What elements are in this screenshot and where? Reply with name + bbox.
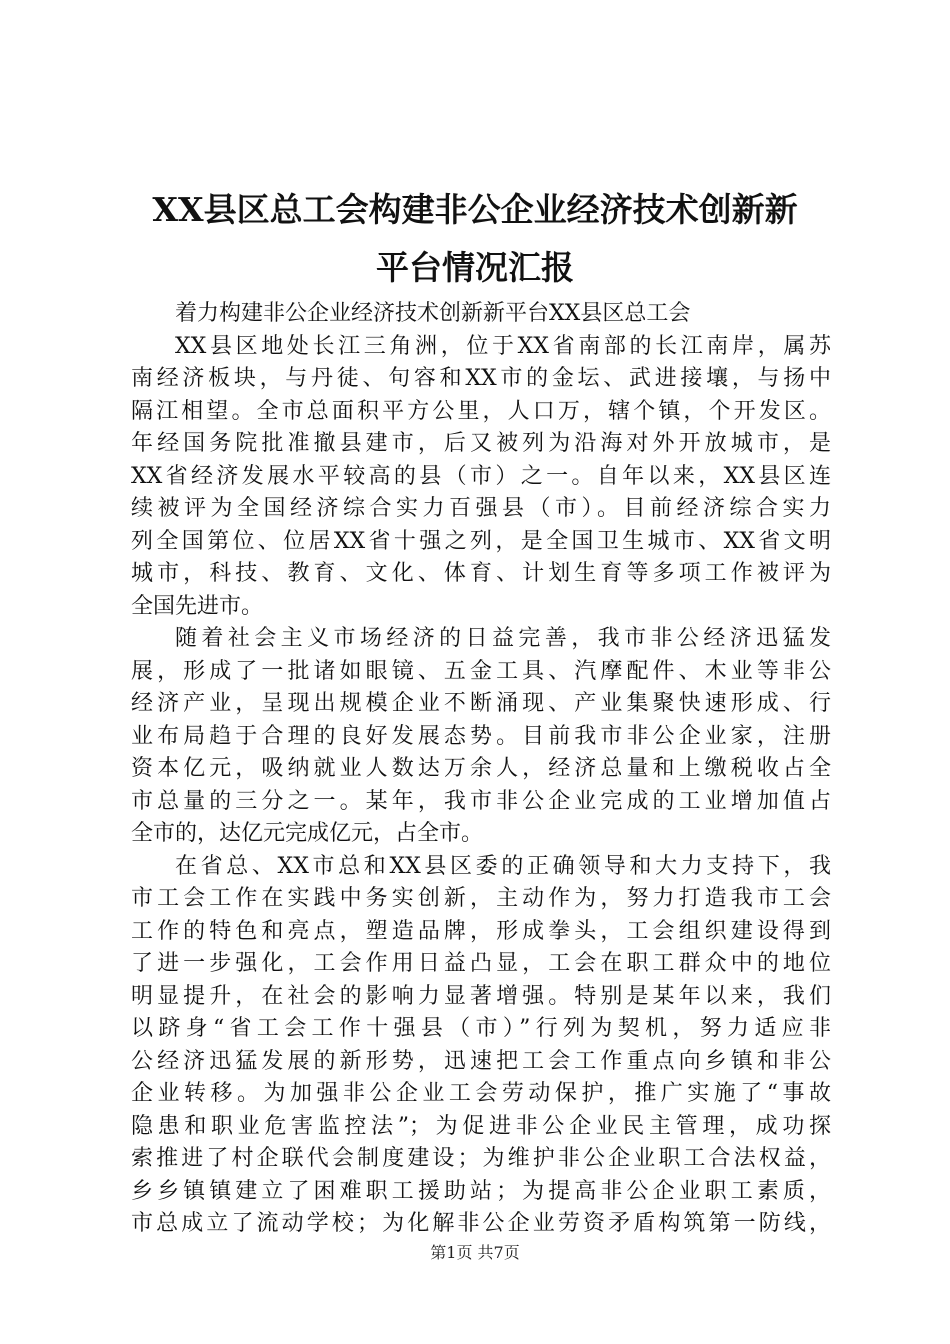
text-line: 展，形成了一批诸如眼镜、五金工具、汽摩配件、木业等非公 [131,658,831,684]
text-line: 着力构建非公企业经济技术创新新平台XX县区总工会 [175,301,691,326]
page-footer: 第1页 共7页 [430,1243,520,1262]
text-line: 随着社会主义市场经济的日益完善，我市非公经济迅猛发 [175,626,831,651]
text-line: 市总成立了流动学校；为化解非公企业劳资矛盾构筑第一防线， [131,1211,831,1236]
text-line: 经济产业，呈现出规模企业不断涌现、产业集聚快速形成、行 [131,691,831,716]
text-line: 工作的特色和亮点，塑造品牌，形成拳头，工会组织建设得到 [131,918,831,944]
text-line: 乡乡镇镇建立了困难职工援助站；为提高非公企业职工素质， [131,1178,831,1204]
text-line: 全市的，达亿元完成亿元，占全市。 [131,821,484,846]
text-line: 年经国务院批准撤县建市，后又被列为沿海对外开放城市，是 [131,431,831,456]
text-line: 以跻身“省工会工作十强县（市）”行列为契机，努力适应非 [131,1016,831,1041]
document-title-line-2: 平台情况汇报 [376,248,574,287]
text-line: 全国先进市。 [131,593,264,619]
document-body [131,298,831,1241]
document-title-line-1: XX县区总工会构建非公企业经济技术创新新 [152,190,798,229]
text-line: 业布局趋于合理的良好发展态势。目前我市非公企业家，注册 [131,723,831,749]
text-line: 隐患和职业危害监控法”；为促进非公企业民主管理，成功探 [131,1113,831,1139]
text-line: 资本亿元，吸纳就业人数达万余人，经济总量和上缴税收占全 [131,756,831,781]
text-line: 南经济板块，与丹徒、句容和XX市的金坛、武进接壤，与扬中 [131,366,831,391]
text-line: 索推进了村企联代会制度建设；为维护非公企业职工合法权益， [131,1146,831,1171]
text-line: 在省总、XX市总和XX县区委的正确领导和大力支持下，我 [175,853,831,879]
text-line: 市工会工作在实践中务实创新，主动作为，努力打造我市工会 [131,886,831,911]
text-line: 隔江相望。全市总面积平方公里，人口万，辖个镇，个开发区。 [131,398,831,424]
text-line: 城市，科技、教育、文化、体育、计划生育等多项工作被评为 [131,561,831,586]
text-line: 市总量的三分之一。某年，我市非公企业完成的工业增加值占 [131,788,831,814]
text-line: 企业转移。为加强非公企业工会劳动保护，推广实施了“事故 [131,1081,831,1106]
text-line: 公经济迅猛发展的新形势，迅速把工会工作重点向乡镇和非公 [131,1048,831,1074]
text-line: 列全国第位、位居XX省十强之列，是全国卫生城市、XX省文明 [131,528,831,554]
text-line: 续被评为全国经济综合实力百强县（市）。目前经济综合实力 [131,496,831,521]
text-line: XX县区地处长江三角洲，位于XX省南部的长江南岸，属苏 [175,333,831,359]
text-line: 明显提升，在社会的影响力显著增强。特别是某年以来，我们 [131,983,831,1009]
text-line: 了进一步强化，工会作用日益凸显，工会在职工群众中的地位 [131,951,831,976]
text-line: XX省经济发展水平较高的县（市）之一。自年以来，XX县区连 [131,463,831,489]
